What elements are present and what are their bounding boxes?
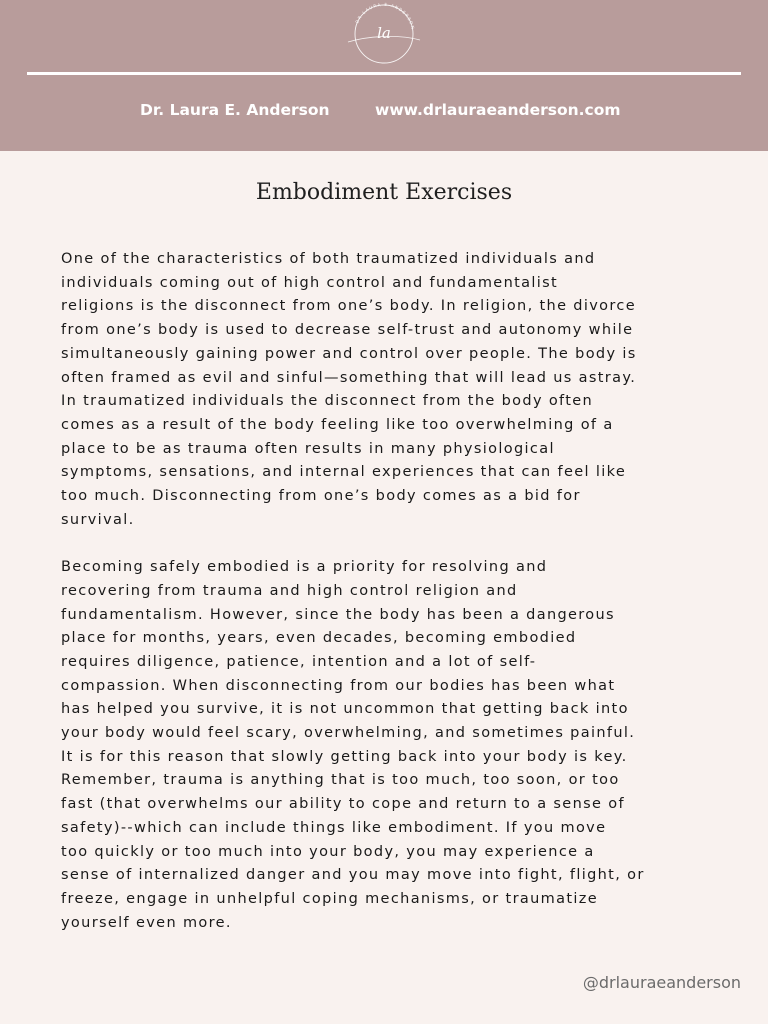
page-title: Embodiment Exercises bbox=[255, 180, 513, 205]
paragraph-1: One of the characteristics of both traumatized individuals and individuals coming out of high control and fundamentalist religions is the disconnect from one’s body. In religion, the divorce from one’s body is used to decrease self-trust and autonomy while simultaneously gaining power and control over people. The body is often framed as evil and sinful—something that will lead us astray. In traumatized individuals the disconnect from the body often comes as a result of the body feeling like too overwhelming of a place to be as trauma often results in many physiological symptoms, sensations, and internal experiences that can feel like too much. Disconnecting from one’s body comes as a bid for survival. bbox=[61, 251, 637, 528]
logo-monogram: la bbox=[377, 24, 391, 42]
header-divider bbox=[27, 72, 741, 75]
header-banner bbox=[0, 0, 768, 151]
author-name: Dr. Laura E. Anderson bbox=[140, 101, 330, 119]
website-link[interactable]: www.drlauraeanderson.com bbox=[375, 101, 621, 119]
social-handle: @drlauraeanderson bbox=[582, 973, 741, 992]
logo-ring-text: DR LAURA E ANDERSON bbox=[354, 1, 416, 31]
document-body bbox=[61, 248, 751, 935]
logo bbox=[338, 0, 430, 66]
paragraph-2: Becoming safely embodied is a priority for resolving and recovering from trauma and high control religion and fundamentalism. However, since the body has been a dangerous place for months, years, even decades, becoming embodied requires diligence, patience, intention and a lot of self- compassion. When disconnecting from our bodies has been what has helped you survive, it is not uncommon that getting back into your body would feel scary, overwhelming, and sometimes painful. It is for this reason that slowly getting back into your body is key. Remember, trauma is anything that is too much, too soon, or too fast (that overwhelms our ability to cope and return to a sense of safety)--which can include things like embodiment. If you move too quickly or too much into your body, you may experience a sense of internalized danger and you may move into fight, flight, or freeze, engage in unhelpful coping mechanisms, or traumatize yourself even more. bbox=[61, 559, 645, 931]
